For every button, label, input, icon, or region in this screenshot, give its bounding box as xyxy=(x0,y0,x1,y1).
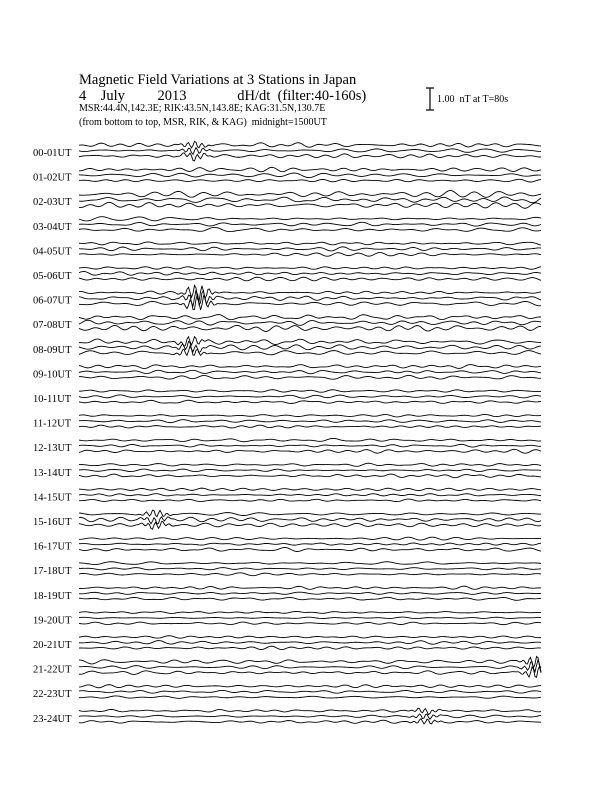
row-label-11-12UT: 11-12UT xyxy=(33,418,72,430)
trace-20-21UT-kag xyxy=(79,646,541,649)
trace-00-01UT-rik xyxy=(79,148,541,155)
trace-20-21UT-msr xyxy=(79,636,541,638)
trace-22-23UT-kag xyxy=(79,696,541,698)
row-label-01-02UT: 01-02UT xyxy=(33,172,72,184)
trace-09-10UT-rik xyxy=(79,370,541,373)
trace-23-24UT-rik xyxy=(79,714,541,719)
row-label-04-05UT: 04-05UT xyxy=(33,246,72,258)
trace-13-14UT-rik xyxy=(79,469,541,472)
trace-17-18UT-msr xyxy=(79,562,541,565)
row-label-05-06UT: 05-06UT xyxy=(33,271,72,282)
trace-07-08UT-msr xyxy=(79,315,541,320)
trace-11-12UT-msr xyxy=(79,414,541,416)
quantity-label: dH/dt xyxy=(237,88,271,104)
trace-16-17UT-msr xyxy=(79,537,541,540)
trace-19-20UT-kag xyxy=(79,622,541,625)
row-label-15-16UT: 15-16UT xyxy=(33,517,72,528)
row-label-08-09UT: 08-09UT xyxy=(33,344,72,356)
trace-05-06UT-kag xyxy=(79,277,541,281)
trace-18-19UT-kag xyxy=(79,597,541,600)
trace-11-12UT-kag xyxy=(79,425,541,428)
trace-04-05UT-kag xyxy=(79,253,541,257)
row-label-02-03UT: 02-03UT xyxy=(33,197,72,209)
trace-06-07UT-msr xyxy=(79,285,541,301)
trace-17-18UT-kag xyxy=(79,573,541,576)
row-label-07-08UT: 07-08UT xyxy=(33,320,72,332)
trace-04-05UT-msr xyxy=(79,242,541,245)
scale-bar xyxy=(426,88,434,110)
trace-09-10UT-msr xyxy=(79,365,541,369)
station-order-note: (from bottom to top, MSR, RIK, & KAG) midnight=1500UT xyxy=(79,117,327,128)
row-label-12-13UT: 12-13UT xyxy=(33,443,72,455)
trace-08-09UT-msr xyxy=(79,337,541,347)
trace-12-13UT-kag xyxy=(79,449,541,453)
row-label-03-04UT: 03-04UT xyxy=(33,221,72,233)
trace-13-14UT-msr xyxy=(79,463,541,466)
trace-03-04UT-msr xyxy=(79,217,541,221)
trace-15-16UT-rik xyxy=(79,517,541,524)
station-coordinates: MSR:44.4N,142.3E; RIK:43.5N,143.8E; KAG:31.5N,130.7E xyxy=(79,103,326,114)
trace-13-14UT-kag xyxy=(79,474,541,478)
trace-05-06UT-rik xyxy=(79,271,541,275)
row-label-18-19UT: 18-19UT xyxy=(33,590,72,602)
trace-09-10UT-kag xyxy=(79,375,541,379)
trace-16-17UT-rik xyxy=(79,543,541,545)
trace-03-04UT-rik xyxy=(79,222,541,226)
trace-18-19UT-rik xyxy=(79,592,541,594)
row-label-10-11UT: 10-11UT xyxy=(33,394,72,405)
row-label-14-15UT: 14-15UT xyxy=(33,492,72,504)
trace-23-24UT-kag xyxy=(79,719,541,724)
trace-22-23UT-rik xyxy=(79,690,541,693)
trace-17-18UT-rik xyxy=(79,568,541,570)
trace-02-03UT-msr xyxy=(79,191,541,198)
trace-07-08UT-kag xyxy=(79,325,541,331)
date-month: July xyxy=(100,88,125,104)
trace-11-12UT-rik xyxy=(79,420,541,423)
row-label-21-22UT: 21-22UT xyxy=(33,664,72,676)
trace-22-23UT-msr xyxy=(79,685,541,688)
row-label-09-10UT: 09-10UT xyxy=(33,369,72,381)
trace-20-21UT-rik xyxy=(79,641,541,645)
trace-02-03UT-rik xyxy=(79,197,541,203)
trace-21-22UT-msr xyxy=(79,657,541,668)
trace-16-17UT-kag xyxy=(79,548,541,552)
trace-19-20UT-rik xyxy=(79,617,541,619)
date-day: 4 xyxy=(79,88,87,104)
row-label-20-21UT: 20-21UT xyxy=(33,640,72,651)
trace-02-03UT-kag xyxy=(79,202,541,208)
trace-03-04UT-kag xyxy=(79,227,541,231)
trace-19-20UT-msr xyxy=(79,611,541,613)
row-label-16-17UT: 16-17UT xyxy=(33,541,72,553)
trace-00-01UT-kag xyxy=(79,153,541,161)
trace-07-08UT-rik xyxy=(79,320,541,325)
trace-01-02UT-kag xyxy=(79,179,541,182)
trace-12-13UT-msr xyxy=(79,438,541,441)
row-label-23-24UT: 23-24UT xyxy=(33,713,72,725)
trace-10-11UT-kag xyxy=(79,400,541,403)
trace-10-11UT-rik xyxy=(79,395,541,398)
row-label-22-23UT: 22-23UT xyxy=(33,689,72,701)
trace-23-24UT-msr xyxy=(79,708,541,715)
trace-00-01UT-msr xyxy=(79,141,541,148)
chart-title: Magnetic Field Variations at 3 Stations in Japan xyxy=(79,72,357,88)
row-label-19-20UT: 19-20UT xyxy=(33,615,72,627)
trace-04-05UT-rik xyxy=(79,247,541,251)
row-label-13-14UT: 13-14UT xyxy=(33,467,72,479)
row-label-06-07UT: 06-07UT xyxy=(33,295,72,307)
trace-01-02UT-msr xyxy=(79,167,541,171)
filter-label: (filter:40-160s) xyxy=(277,88,367,104)
trace-18-19UT-msr xyxy=(79,586,541,589)
trace-14-15UT-kag xyxy=(79,499,541,502)
trace-10-11UT-msr xyxy=(79,390,541,393)
scale-bar-label: 1.00 nT at T=80s xyxy=(437,94,509,105)
trace-06-07UT-kag xyxy=(79,294,541,310)
row-label-00-01UT: 00-01UT xyxy=(33,148,72,159)
row-label-17-18UT: 17-18UT xyxy=(33,566,72,578)
trace-14-15UT-msr xyxy=(79,488,541,491)
trace-12-13UT-rik xyxy=(79,444,541,447)
trace-05-06UT-msr xyxy=(79,267,541,270)
trace-15-16UT-msr xyxy=(79,510,541,517)
trace-14-15UT-rik xyxy=(79,494,541,496)
trace-01-02UT-rik xyxy=(79,173,541,178)
trace-15-16UT-kag xyxy=(79,522,541,530)
date-year: 2013 xyxy=(157,88,187,104)
